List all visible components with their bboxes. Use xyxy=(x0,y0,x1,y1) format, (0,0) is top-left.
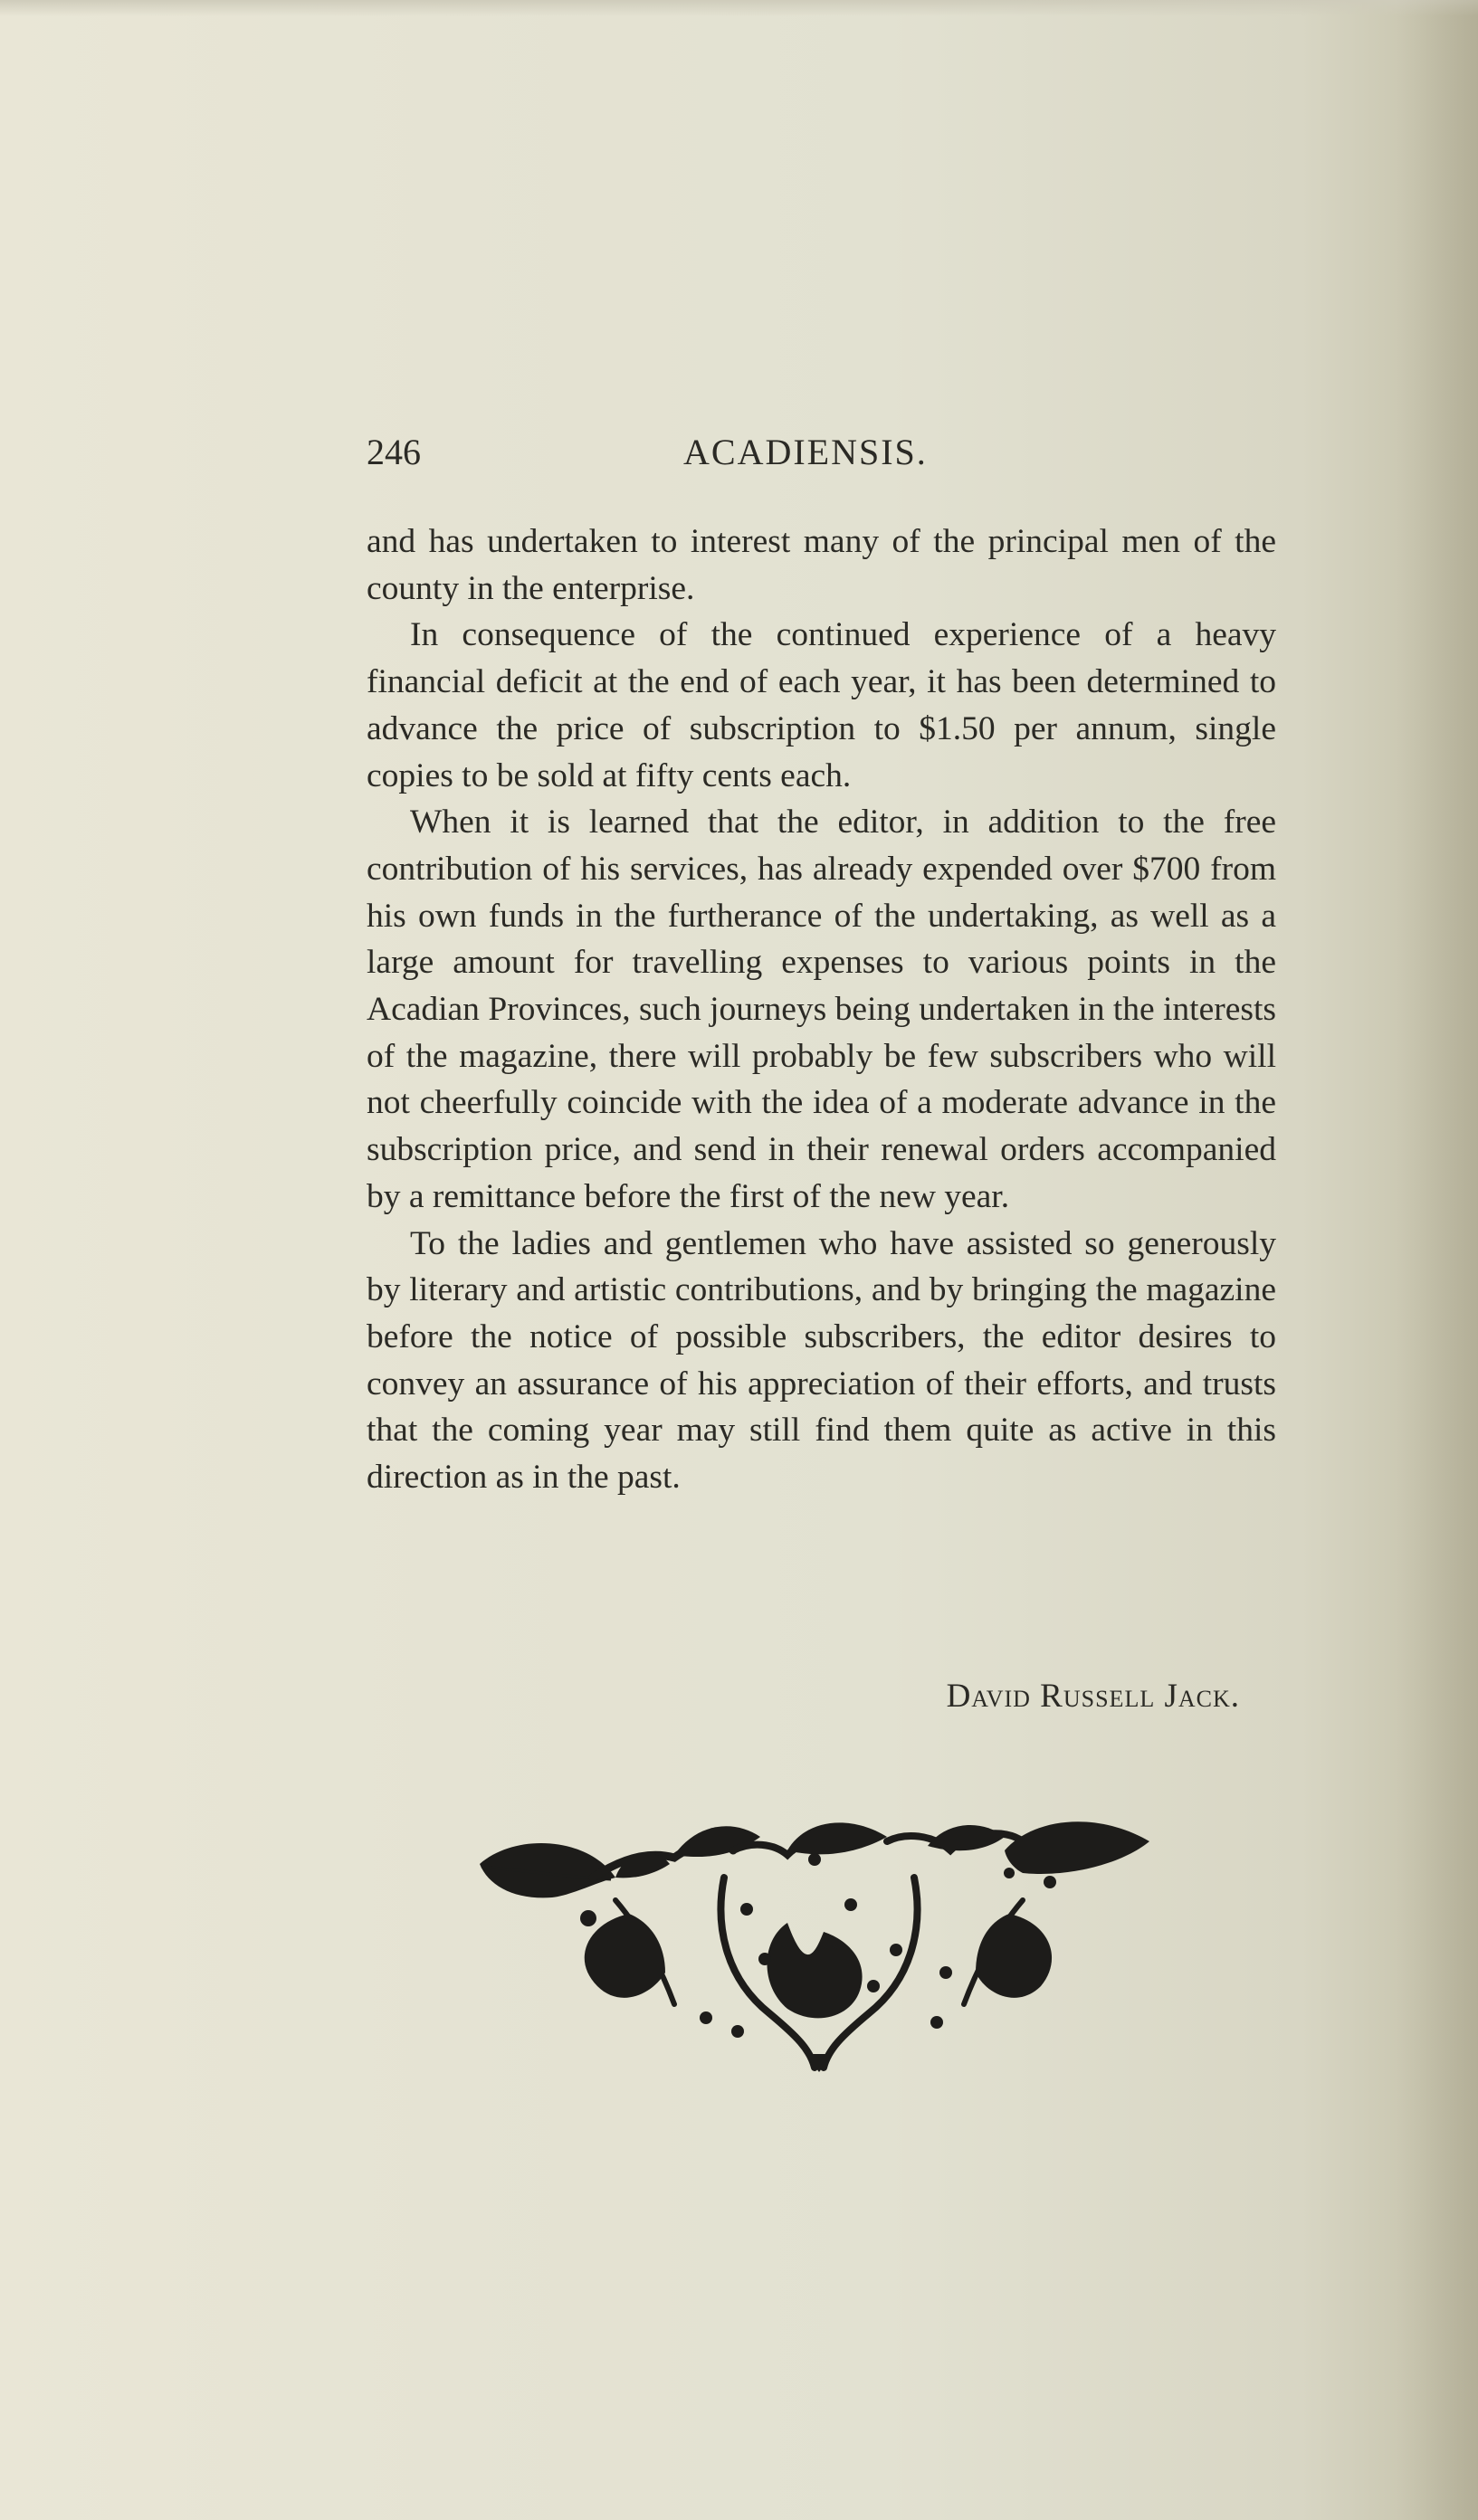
floral-vine-ornament-icon xyxy=(462,1814,1168,2086)
page-top-edge xyxy=(0,0,1478,16)
body-text xyxy=(367,518,1276,1501)
running-title: ACADIENSIS. xyxy=(683,432,928,472)
page-gutter-shadow xyxy=(1397,0,1478,2520)
page-header xyxy=(367,425,1276,480)
author-signature: David Russell Jack. xyxy=(946,1678,1240,1715)
paragraph-editor-expenses: When it is learned that the editor, in addition to the free contribution of his services, has already expended over $700 from his own funds in the furtherance of the undertaking, as well as a large amount for travelling expenses to various points in the Acadian Provinces, such journeys being undertaken in the interests of the magazine, there will probably be few subscribers who will not cheerfully coincide with the idea of a moderate advance in the subscription price, and send in their renewal orders accompanied by a remittance before the first of the new year. xyxy=(367,804,1276,1215)
paragraph-continuation: and has undertaken to interest many of the principal men of the county in the enterprise. xyxy=(367,523,1276,607)
paragraph-subscription-price: In consequence of the continued experience of a heavy financial deficit at the end of each year, it has been determined to advance the price of subscription to $1.50 per annum, single copies to be sold at fifty cents each. xyxy=(367,616,1276,794)
page-number: 246 xyxy=(367,432,421,472)
paragraph-thanks: To the ladies and gentlemen who have assisted so generously by literary and artistic contributions, and by bringing the magazine before the notice of possible subscribers, the editor desires to convey an assurance of his appreciation of their efforts, and trusts that the coming year may still find them quite as active in this direction as in the past. xyxy=(367,1224,1276,1497)
